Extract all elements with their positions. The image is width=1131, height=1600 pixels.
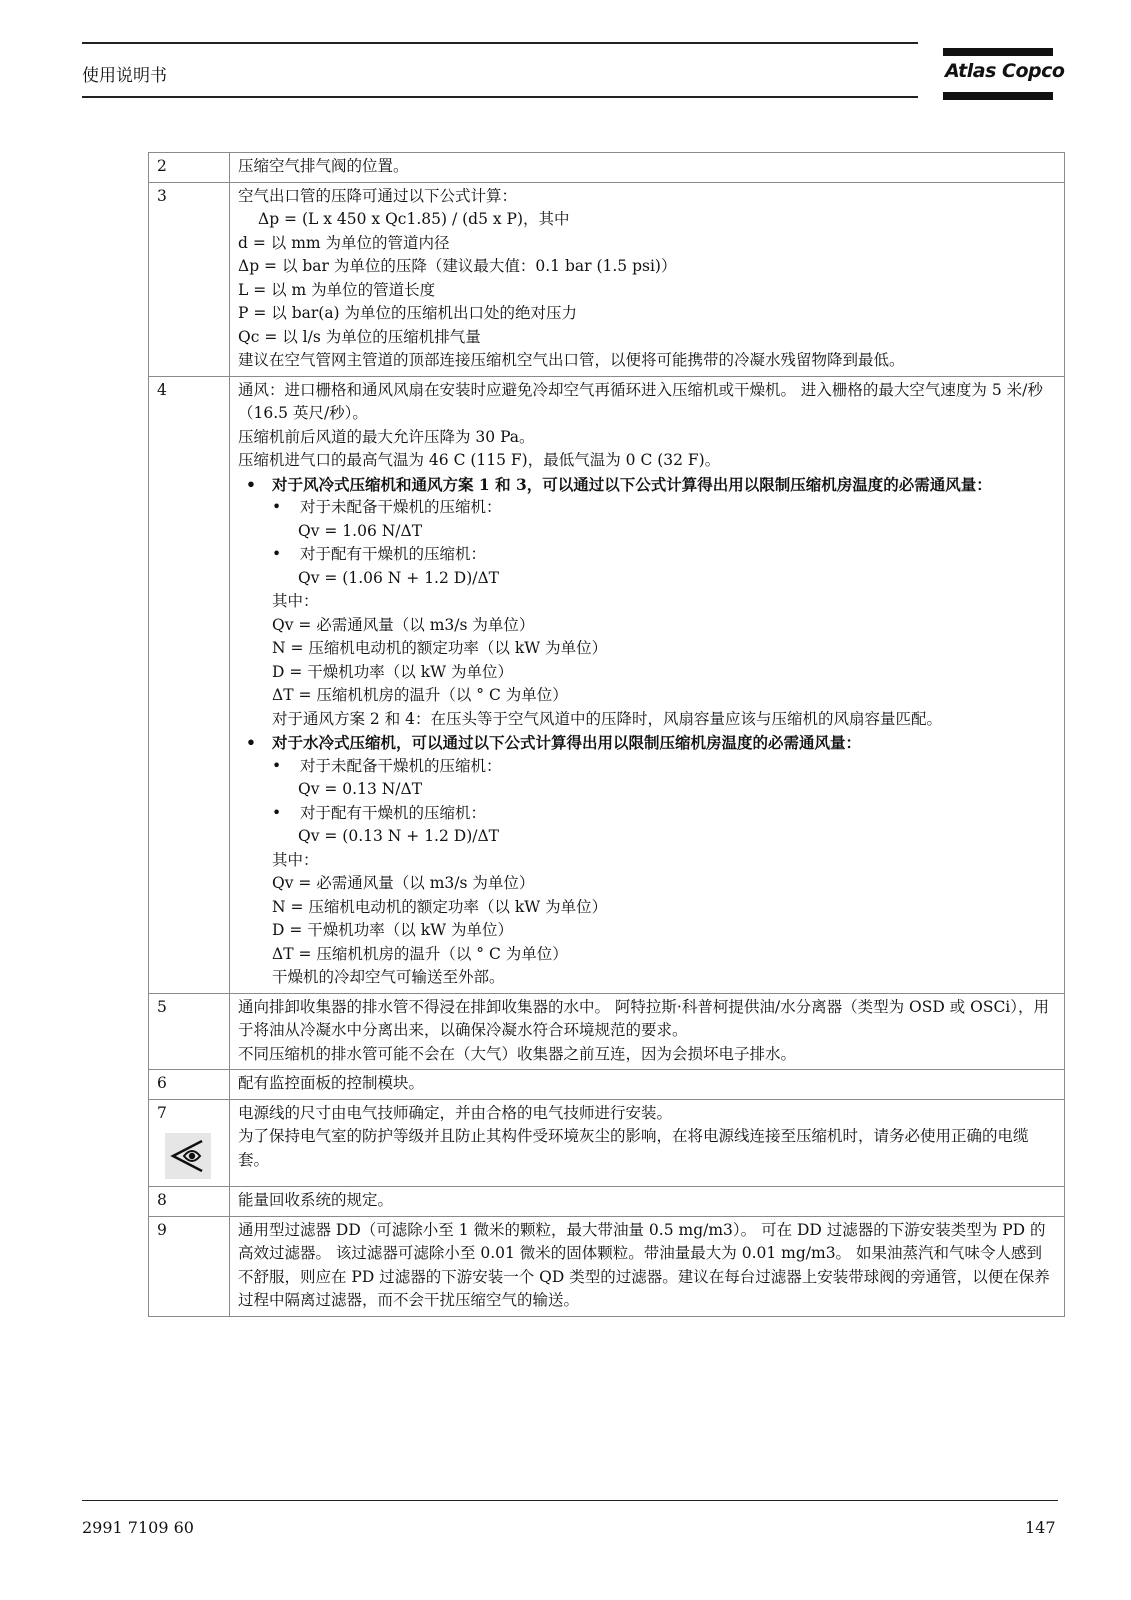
- row-text-line: ΔT = 压缩机机房的温升（以 ° C 为单位）: [272, 686, 568, 704]
- text-line: [238, 825, 1056, 849]
- row-text-cell: [230, 376, 1065, 993]
- text-line: [238, 185, 1056, 209]
- row-number-cell: [149, 1216, 230, 1316]
- row-text-line: 对于水冷式压缩机，可以通过以下公式计算得出用以限制压缩机房温度的必需通风量：: [272, 733, 862, 752]
- text-line: [238, 543, 1056, 567]
- row-text-cell: [230, 153, 1065, 183]
- text-line: [238, 1125, 1056, 1172]
- row-text-line: D = 干燥机功率（以 kW 为单位）: [272, 662, 513, 681]
- row-text-line: 为了保持电气室的防护等级并且防止其构件受环境灰尘的影响，在将电源线连接至压缩机时，请务必使用正确的电缆套。: [238, 1127, 1029, 1169]
- logo-text: Atlas Copco: [945, 60, 1065, 82]
- header-title: 使用说明书: [82, 66, 167, 86]
- row-text-line: 干燥机的冷却空气可输送至外部。: [272, 968, 505, 986]
- row-text-cell: [230, 1099, 1065, 1187]
- text-line: [238, 349, 1056, 373]
- row-text-cell: [230, 1187, 1065, 1217]
- row-text-line: 对于通风方案 2 和 4：在压头等于空气风道中的压降时，风扇容量应该与压缩机的风扇容量匹配。: [272, 709, 943, 728]
- row-text-line: 通向排卸收集器的排水管不得浸在排卸收集器的水中。 阿特拉斯·科普柯提供油/水分离器（类型为 OSD 或 OSCi），用于将油从冷凝水中分离出来，以确保冷凝水符合环境规范的要求。: [238, 997, 1050, 1039]
- text-line: [238, 326, 1056, 350]
- row-text-line: Δp = 以 bar 为单位的压降（建议最大值：0.1 bar (1.5 psi)）: [238, 257, 677, 275]
- text-line: [238, 590, 1056, 614]
- row-text-line: Qv = 必需通风量（以 m3/s 为单位）: [272, 615, 535, 634]
- text-line: [238, 684, 1056, 708]
- spec-table: [148, 152, 1065, 1317]
- table-row: [149, 1099, 1065, 1187]
- bullet-icon: •: [272, 545, 282, 563]
- footer-rule: [82, 1500, 1058, 1501]
- text-line: [238, 1189, 1056, 1213]
- text-line: [238, 966, 1056, 990]
- bullet-icon: •: [246, 733, 256, 752]
- row-text-line: Δp = (L x 450 x Qc1.85) / (d5 x P)，其中: [258, 210, 570, 228]
- table-row: [149, 1070, 1065, 1100]
- text-line: [238, 1072, 1056, 1096]
- row-text-line: 对于未配备干燥机的压缩机：: [300, 498, 502, 516]
- row-number-cell: [149, 182, 230, 376]
- row-text-line: 通风：进口栅格和通风风扇在安装时应避免冷却空气再循环进入压缩机或干燥机。 进入栅格的最大空气速度为 5 米/秒（16.5 英尺/秒）。: [238, 380, 1043, 422]
- row-number-cell: [149, 1099, 230, 1187]
- row-number-cell: [149, 1070, 230, 1100]
- table-row: [149, 1187, 1065, 1217]
- text-line: [238, 919, 1056, 943]
- text-line: [238, 379, 1056, 426]
- text-line: [238, 872, 1056, 896]
- row-text-line: d = 以 mm 为单位的管道内径: [238, 233, 450, 252]
- row-number: 5: [157, 997, 167, 1016]
- text-line: [238, 473, 1056, 497]
- row-number-cell: [149, 376, 230, 993]
- text-line: [238, 614, 1056, 638]
- row-number: 6: [157, 1074, 167, 1092]
- row-text-line: Qv = (1.06 N + 1.2 D)/ΔT: [298, 568, 500, 587]
- text-line: [238, 637, 1056, 661]
- table-row: [149, 182, 1065, 376]
- row-number-cell: [149, 1187, 230, 1217]
- row-text-line: Qv = (0.13 N + 1.2 D)/ΔT: [298, 827, 500, 845]
- row-text-line: 压缩机进气口的最高气温为 46 C (115 F)，最低气温为 0 C (32 F)。: [238, 451, 721, 469]
- row-text-line: L = 以 m 为单位的管道长度: [238, 280, 436, 299]
- atlas-copco-logo: [943, 48, 1065, 100]
- row-number: 7: [157, 1103, 167, 1122]
- page-number: 147: [1025, 1518, 1056, 1537]
- bullet-icon: •: [272, 803, 282, 822]
- row-text-cell: [230, 182, 1065, 376]
- row-text-line: N = 压缩机电动机的额定功率（以 kW 为单位）: [272, 639, 608, 657]
- text-line: [238, 661, 1056, 685]
- row-text-line: 空气出口管的压降可通过以下公式计算：: [238, 186, 518, 205]
- doc-number: 2991 7109 60: [82, 1518, 194, 1537]
- row-number: 8: [157, 1191, 167, 1209]
- row-text-line: 通用型过滤器 DD（可滤除小至 1 微米的颗粒，最大带油量 0.5 mg/m3）。 可在 DD 过滤器的下游安装类型为 PD 的高效过滤器。 该过滤器可滤除小至 0.01 微米的固体颗粒。带油量最大为 0.01 mg/m3。 如果油蒸汽和气味令人感到不舒服，则应在 PD 过滤器的下游安装一个 QD 类型的过滤器。建议在每台过滤器上安装带球阀的旁通管，以便在保养过程中隔离过滤器，而不会干扰压缩空气的输送。: [238, 1220, 1050, 1309]
- text-line: [238, 731, 1056, 755]
- bullet-icon: •: [272, 498, 282, 516]
- text-line: [238, 255, 1056, 279]
- bullet-icon: •: [246, 474, 256, 494]
- text-line: [238, 208, 1056, 232]
- logo-bar-top: [943, 48, 1053, 56]
- header-bottom-rule: [82, 96, 918, 98]
- row-text-line: 其中：: [272, 850, 319, 869]
- row-text-line: 电源线的尺寸由电气技师确定，并由合格的电气技师进行安装。: [238, 1103, 673, 1122]
- row-number: 3: [157, 186, 167, 205]
- row-number: 4: [157, 380, 167, 399]
- text-line: [238, 896, 1056, 920]
- bullet-icon: •: [272, 756, 282, 775]
- row-text-line: 对于配有干燥机的压缩机：: [300, 803, 487, 822]
- text-line: [238, 996, 1056, 1043]
- text-line: [238, 778, 1056, 802]
- text-line: [238, 849, 1056, 873]
- text-line: [238, 943, 1056, 967]
- row-number: 2: [157, 157, 167, 175]
- spec-table-body: [149, 153, 1065, 1317]
- table-row: [149, 993, 1065, 1070]
- row-text-line: 对于未配备干燥机的压缩机：: [300, 756, 502, 775]
- row-text-line: Qv = 1.06 N/ΔT: [298, 521, 423, 540]
- text-line: [238, 449, 1056, 473]
- text-line: [238, 302, 1056, 326]
- row-text-line: ΔT = 压缩机机房的温升（以 ° C 为单位）: [272, 944, 568, 963]
- text-line: [238, 426, 1056, 450]
- logo-bar-bottom: [943, 92, 1053, 100]
- text-line: [238, 802, 1056, 826]
- row-text-cell: [230, 1216, 1065, 1316]
- row-text-line: 建议在空气管网主管道的顶部连接压缩机空气出口管，以便将可能携带的冷凝水残留物降到最低。: [238, 351, 905, 369]
- row-text-line: 不同压缩机的排水管可能不会在（大气）收集器之前互连，因为会损坏电子排水。: [238, 1044, 797, 1063]
- row-text-line: 能量回收系统的规定。: [238, 1191, 394, 1209]
- text-line: [238, 1102, 1056, 1126]
- row-number-cell: [149, 993, 230, 1070]
- row-text-line: Qv = 必需通风量（以 m3/s 为单位）: [272, 874, 535, 892]
- text-line: [238, 496, 1056, 520]
- row-text-line: D = 干燥机功率（以 kW 为单位）: [272, 921, 513, 939]
- text-line: [238, 1043, 1056, 1067]
- row-text-line: 配有监控面板的控制模块。: [238, 1074, 425, 1092]
- row-number-cell: [149, 153, 230, 183]
- row-text-cell: [230, 993, 1065, 1070]
- row-text-line: 对于配有干燥机的压缩机：: [300, 545, 487, 563]
- table-row: [149, 376, 1065, 993]
- text-line: [238, 232, 1056, 256]
- row-text-line: P = 以 bar(a) 为单位的压缩机出口处的绝对压力: [238, 304, 578, 322]
- header-top-rule: [82, 42, 918, 44]
- row-text-cell: [230, 1070, 1065, 1100]
- row-number: 9: [157, 1220, 167, 1239]
- row-text-line: 对于风冷式压缩机和通风方案 1 和 3，可以通过以下公式计算得出用以限制压缩机房温度的必需通风量：: [272, 474, 992, 494]
- text-line: [238, 520, 1056, 544]
- row-text-line: Qc = 以 l/s 为单位的压缩机排气量: [238, 327, 481, 346]
- row-text-line: N = 压缩机电动机的额定功率（以 kW 为单位）: [272, 897, 608, 916]
- table-row: [149, 1216, 1065, 1316]
- read-manual-eye-icon: [165, 1133, 211, 1179]
- table-row: [149, 153, 1065, 183]
- row-text-line: 压缩空气排气阀的位置。: [238, 157, 409, 175]
- row-text-line: Qv = 0.13 N/ΔT: [298, 780, 423, 798]
- text-line: [238, 1219, 1056, 1313]
- text-line: [238, 755, 1056, 779]
- row-text-line: 压缩机前后风道的最大允许压降为 30 Pa。: [238, 427, 535, 446]
- text-line: [238, 567, 1056, 591]
- text-line: [238, 279, 1056, 303]
- text-line: [238, 155, 1056, 179]
- row-text-line: 其中：: [272, 592, 319, 610]
- text-line: [238, 708, 1056, 732]
